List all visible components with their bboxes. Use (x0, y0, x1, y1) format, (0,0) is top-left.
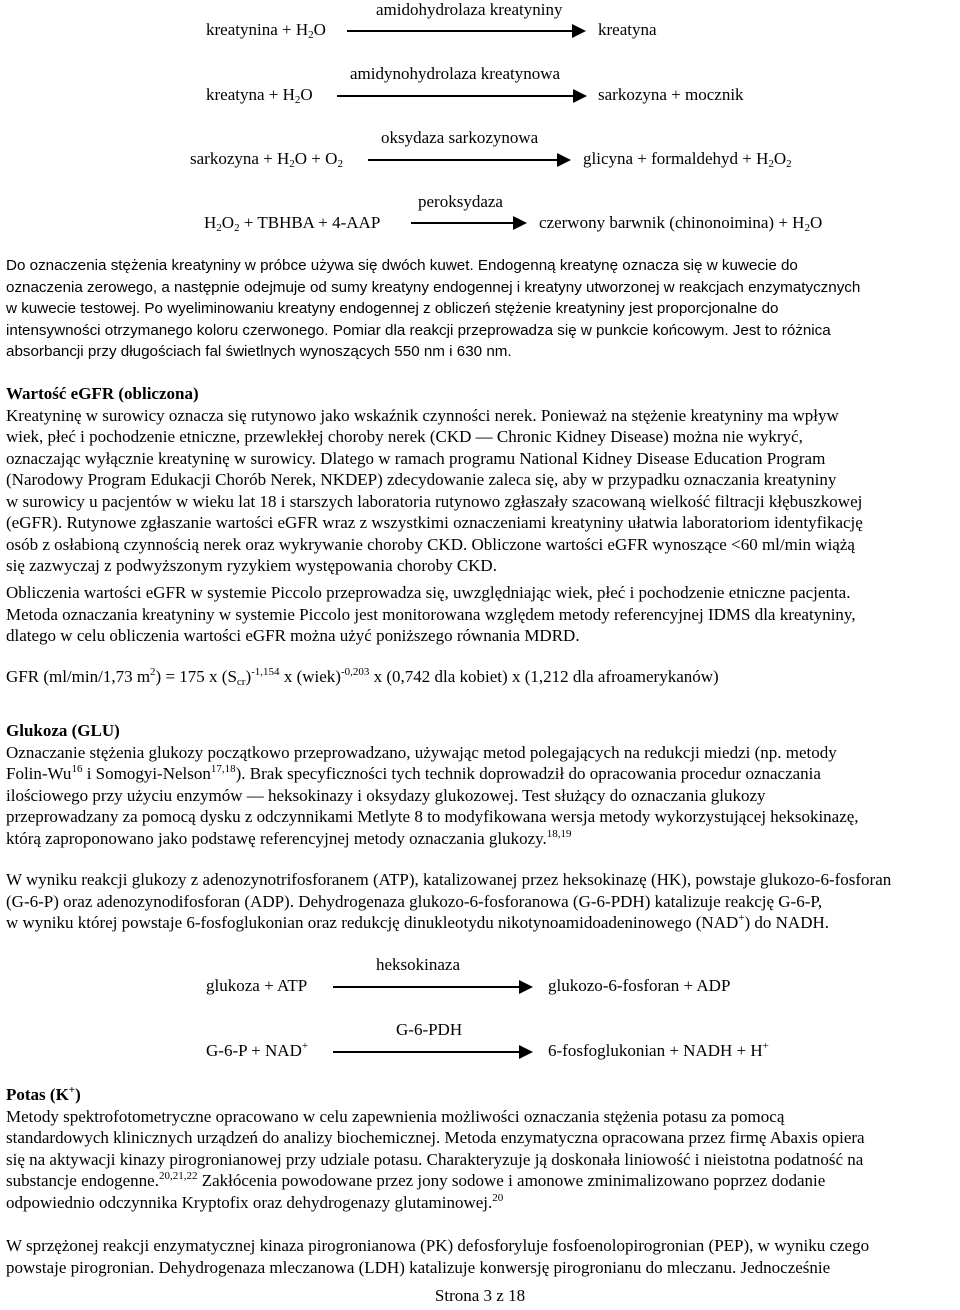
text-line: którą zaproponowano jako podstawę referencyjnej metody oznaczania glukozy.$^{18,19}$ (6, 827, 572, 848)
text-line: W sprzężonej reakcji enzymatycznej kinaza pirogronianowa (PK) defosforyluje fosfoenolopirogronian (PEP), w wyniku czego (6, 1236, 870, 1255)
text-line: (Narodowy Program Edukacji Chorób Nerek, NKDEP) zdecydowanie zaleca się, aby w przypadku oznaczania kreatyniny (6, 470, 837, 489)
mdrd-formula: GFR (ml/min/1,73 $m^2) = 175$ x $(S_{cr})^{-1,154}$ x (wiek)$^{-0,203}$ x (0,742 dla kobiet) x (1,212 dla afroamerykanów) (6, 666, 719, 688)
g6pdh-substrates: G-6-P + NAD+ (206, 1040, 309, 1060)
text-line: Folin-Wu$^{16}$ i Somogyi-Nelson$^{17,18}$). Brak specyficzności tych technik doprowadził do opracowania procedur oznaczania (6, 763, 821, 783)
egfr-section (6, 383, 956, 577)
text-line: w kuwecie testowej. Po wyeliminowaniu kreatyny endogennej z obliczeń stężenie kreatyniny jest proporcjonalne do (6, 300, 779, 317)
text-line: powstaje pirogronian. Dehydrogenaza mleczanowa (LDH) katalizuje konwersję pirogronianu do mleczanu. Jednocześnie (6, 1257, 831, 1277)
text-line: ilościowego przy użyciu enzymów — heksokinazy i oksydazy glukozowej. Test służący do oznaczania glukozy (6, 785, 766, 805)
glucose-paragraph-2 (6, 869, 956, 934)
reaction-3-arrow (368, 159, 569, 161)
g6pdh-arrow (333, 1051, 531, 1053)
reaction-2-substrates: kreatyna + $H_2O$ (206, 85, 313, 106)
text-line: absorbancji przy długościach fal świetlnych wynoszących 550 nm i 630 nm. (6, 343, 512, 360)
text-line: (G-6-P) oraz adenozynodifosforan (ADP). Dehydrogenaza glukozo-6-fosforanowa (G-6-PDH) katalizuje reakcję G-6-P, (6, 891, 823, 911)
reaction-4-arrow (411, 222, 525, 224)
text-line: Do oznaczenia stężenia kreatyniny w próbce używa się dwóch kuwet. Endogenną kreatynę oznacza się w kuwecie do (6, 257, 798, 274)
reaction-2-arrow (337, 95, 585, 97)
hexokinase-substrates: glukoza + ATP (206, 976, 308, 995)
egfr-paragraph-2 (6, 582, 956, 647)
reaction-1-product: kreatyna (598, 20, 657, 39)
text-line: standardowych klinicznych urządzeń do analizy biochemicznej. Metoda enzymatyczna opracowana przez firmę Abaxis opiera (6, 1128, 865, 1147)
egfr-heading: Wartość eGFR (obliczona) (6, 384, 199, 403)
reaction-4-substrates: $H_2O_2$ + TBHBA + 4-AAP (204, 213, 381, 234)
text-line: dlatego w celu obliczenia wartości eGFR można użyć poniższego równania MDRD. (6, 626, 580, 645)
text-line: w surowicy u pacjentów w wieku lat 18 i starszych laboratoria rutynowo zgłaszały szacowaną wielkość filtracji kłębuszkowej (6, 491, 863, 511)
text-line: wiek, płeć i pochodzenie etniczne, przewlekłej choroby nerek (CKD — Chronic Kidney Disease) można nie wykryć, (6, 427, 803, 446)
glucose-section (6, 720, 956, 849)
text-line: Obliczenia wartości eGFR w systemie Piccolo przeprowadza się, uwzględniając wiek, płeć i pochodzenie etniczne pacjenta. (6, 583, 851, 602)
reaction-1-arrow (347, 30, 584, 32)
text-line: intensywności otrzymanego koloru czerwonego. Pomiar dla reakcji przeprowadza się w punkcie końcowym. Jest to różnica (6, 321, 831, 339)
text-line: Kreatyninę w surowicy oznacza się rutynowo jako wskaźnik czynności nerek. Ponieważ na stężenie kreatyniny ma wpływ (6, 405, 839, 425)
text-line: w wyniku której powstaje 6-fosfoglukonian oraz redukcję dinukleotydu nikotynoamidoadeninowego (NAD+) do NADH. (6, 912, 830, 932)
reaction-1-enzyme: amidohydrolaza kreatyniny (376, 0, 563, 19)
page-number: Strona 3 z 18 (434, 1286, 526, 1305)
reaction-3-enzyme: oksydaza sarkozynowa (381, 128, 539, 147)
text-line: Oznaczanie stężenia glukozy początkowo przeprowadzano, używając metod polegających na redukcji miedzi (np. metody (6, 742, 837, 762)
potassium-heading: Potas (K+) (6, 1084, 81, 1104)
text-line: oznaczając wyłącznie kreatyninę w surowicy. Dlatego w ramach programu National Kidney Disease Education Program (6, 448, 826, 468)
text-line: oznaczenia zerowego, a następnie odejmuje od sumy kreatyny endogennej i kreatyny utworzonej w reakcjach enzymatycznych (6, 278, 861, 296)
g6pdh-enzyme: G-6-PDH (396, 1020, 463, 1039)
reaction-3-products: glicyna + formaldehyd + $H_2O_2$ (583, 149, 792, 170)
reaction-2-enzyme: amidynohydrolaza kreatynowa (350, 64, 561, 83)
reaction-3-substrates: sarkozyna + $H_2O + O_2$ (190, 149, 343, 170)
text-line: odpowiednio odczynnika Kryptofix oraz dehydrogenazy glutaminowej.$^{20}$ (6, 1191, 504, 1212)
reaction-1-substrates: kreatynina + $H_2O$ (206, 20, 326, 41)
reaction-4-products: czerwony barwnik (chinonoimina) + $H_2O$ (539, 213, 823, 234)
hexokinase-arrow (333, 986, 531, 988)
reaction-4-enzyme: peroksydaza (418, 192, 503, 211)
hexokinase-enzyme: heksokinaza (376, 955, 461, 974)
text-line: się na aktywacji kinazy pirogronianowej przy udziale potasu. Charakteryzuje ją doskonała liniowość i nieistotna podatność na (6, 1149, 864, 1169)
text-line: przeprowadzany za pomocą dysku z odczynnikami Metlyte 8 to modyfikowana wersja metody wykorzystującej heksokinazę, (6, 807, 859, 826)
text-line: się zazwyczaj z podwyższonym ryzykiem występowania choroby CKD. (6, 556, 497, 575)
text-line: osób z osłabioną czynnością nerek oraz wykrywanie choroby CKD. Obliczone wartości eGFR wynoszące <60 ml/min wiążą (6, 534, 855, 554)
text-line: Metody spektrofotometryczne opracowano w celu zapewnienia możliwości oznaczania stężenia potasu za pomocą (6, 1106, 785, 1126)
glucose-heading: Glukoza (GLU) (6, 721, 120, 740)
g6pdh-products: 6-fosfoglukonian + NADH + H+ (548, 1040, 769, 1060)
creatinine-paragraph (6, 255, 956, 363)
potassium-section (6, 1084, 956, 1213)
potassium-paragraph-2 (6, 1235, 956, 1278)
text-line: substancje endogenne.$^{20,21,22}$ Zakłócenia powodowane przez jony sodowe i amonowe zminimalizowano poprzez dodanie (6, 1170, 826, 1190)
reaction-2-product: sarkozyna + mocznik (598, 85, 744, 104)
text-line: Metoda oznaczania kreatyniny w systemie Piccolo jest monitorowana względem metody referencyjnej IDMS dla kreatyniny, (6, 604, 856, 624)
text-line: (eGFR). Rutynowe zgłaszanie wartości eGFR wraz z wszystkimi oznaczeniami kreatyniny ułatwia laboratoriom identyfikację (6, 513, 863, 532)
text-line: W wyniku reakcji glukozy z adenozynotrifosforanem (ATP), katalizowanej przez heksokinazę (HK), powstaje glukozo-6-fosforan (6, 870, 892, 889)
hexokinase-products: glukozo-6-fosforan + ADP (548, 976, 731, 995)
